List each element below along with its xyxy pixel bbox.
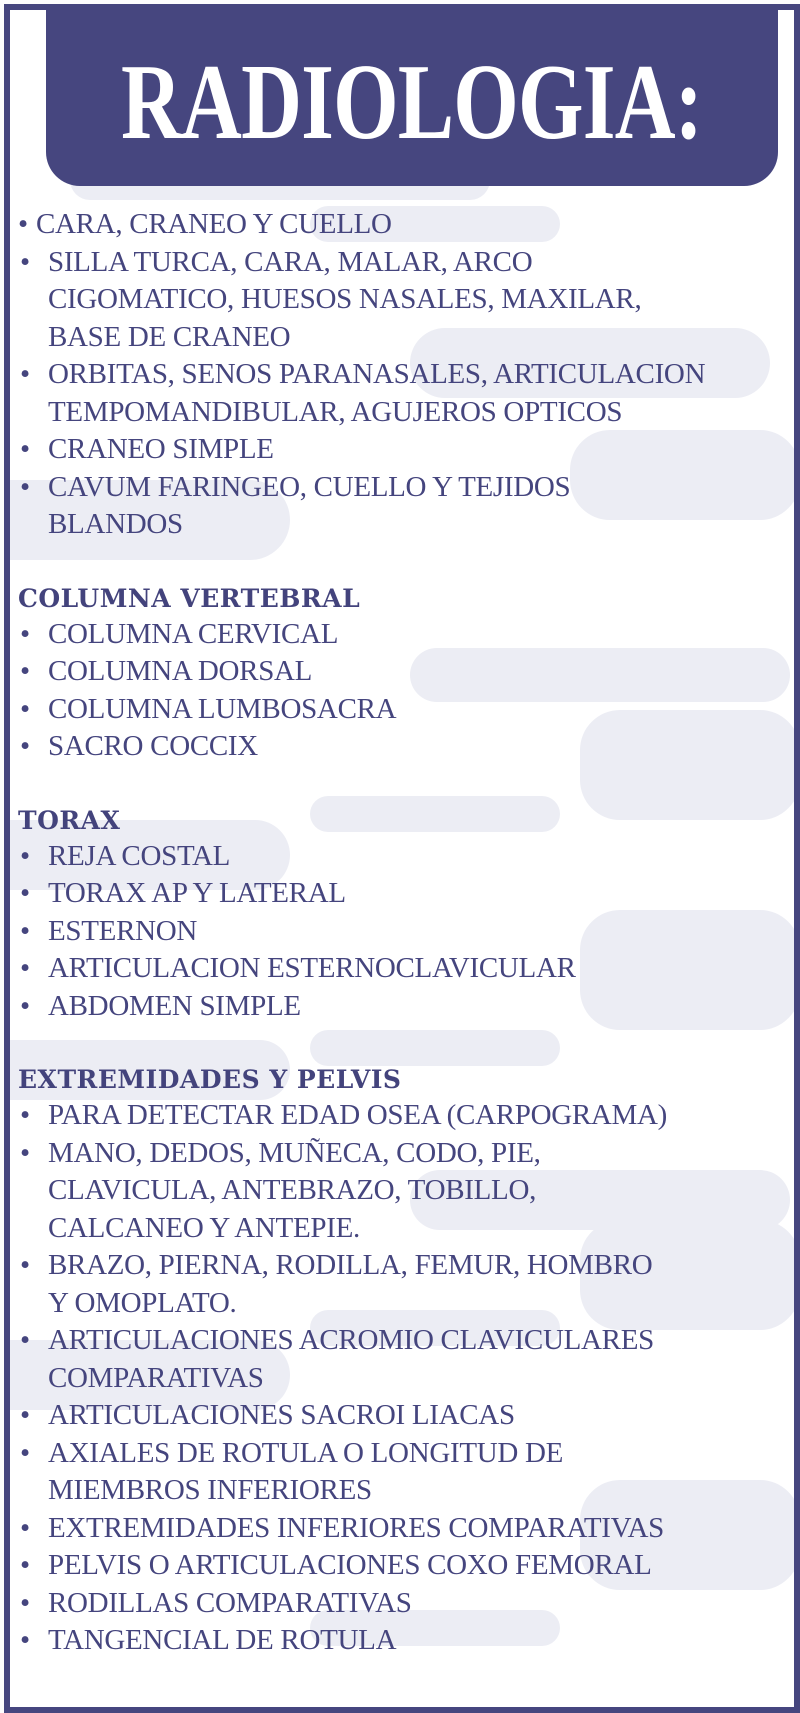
item-line: ARTICULACIONES ACROMIO CLAVICULARES	[48, 1324, 654, 1356]
item-line: TEMPOMANDIBULAR, AGUJEROS OPTICOS	[48, 395, 623, 428]
list-item	[18, 913, 788, 951]
list-item	[18, 1397, 788, 1435]
list-item	[18, 728, 788, 766]
bullet: •	[20, 989, 30, 1022]
bullet: •	[20, 692, 30, 725]
item-line: SILLA TURCA, CARA, MALAR, ARCO	[48, 245, 533, 278]
section-heading-torax: TORAX	[18, 805, 121, 835]
list-item	[18, 616, 788, 654]
list-item	[18, 875, 788, 913]
item-line: RODILLAS COMPARATIVAS	[48, 1586, 412, 1619]
item-line: MANO, DEDOS, MUÑECA, CODO, PIE,	[48, 1136, 541, 1169]
item-line: CRANEO SIMPLE	[48, 433, 274, 465]
list-item	[18, 469, 788, 544]
bullet: •	[20, 1511, 30, 1544]
bullet: •	[20, 1549, 30, 1581]
item-line: ABDOMEN SIMPLE	[48, 989, 301, 1022]
bullet: •	[20, 1249, 30, 1281]
page-title: RADIOLOGIA:	[121, 43, 703, 162]
item-line: CARA, CRANEO Y CUELLO	[36, 208, 392, 240]
list-torax	[18, 838, 788, 1026]
list-item	[18, 653, 788, 691]
list-item	[18, 1585, 788, 1623]
list-item	[18, 691, 788, 729]
bullet: •	[20, 1136, 30, 1169]
item-line: MIEMBROS INFERIORES	[48, 1474, 372, 1506]
bullet: •	[20, 914, 30, 947]
list-item	[18, 431, 788, 469]
bullet: •	[20, 358, 30, 390]
list-item	[18, 1435, 788, 1510]
item-line: EXTREMIDADES INFERIORES COMPARATIVAS	[48, 1511, 665, 1544]
item-line: COLUMNA DORSAL	[48, 655, 313, 687]
bullet: •	[20, 655, 30, 687]
bullet: •	[20, 1399, 30, 1431]
item-line: AXIALES DE ROTULA O LONGITUD DE	[48, 1436, 564, 1469]
list-item	[18, 244, 788, 357]
bullet: •	[20, 1099, 30, 1131]
list-item	[18, 988, 788, 1026]
item-line: SACRO COCCIX	[48, 730, 258, 762]
list-item	[18, 950, 788, 988]
content	[18, 206, 788, 1660]
list-item	[18, 1622, 788, 1660]
title-banner	[46, 4, 778, 186]
bullet: •	[20, 839, 30, 872]
item-line: CLAVICULA, ANTEBRAZO, TOBILLO,	[48, 1174, 537, 1206]
item-line: CAVUM FARINGEO, CUELLO Y TEJIDOS	[48, 470, 571, 503]
item-line: ESTERNON	[48, 914, 198, 947]
list-item	[18, 1097, 788, 1135]
item-line: PELVIS O ARTICULACIONES COXO FEMORAL	[48, 1549, 652, 1581]
item-line: COLUMNA CERVICAL	[48, 617, 339, 650]
list-item	[18, 1247, 788, 1322]
bullet: •	[20, 877, 30, 909]
item-line: Y OMOPLATO.	[48, 1286, 237, 1319]
item-line: REJA COSTAL	[48, 839, 231, 872]
bullet: •	[20, 1436, 30, 1469]
item-line: ARTICULACION ESTERNOCLAVICULAR	[48, 952, 576, 984]
list-extremidades	[18, 1097, 788, 1660]
bullet: •	[20, 433, 30, 465]
item-line: BRAZO, PIERNA, RODILLA, FEMUR, HOMBRO	[48, 1249, 653, 1281]
item-line: CIGOMATICO, HUESOS NASALES, MAXILAR,	[48, 283, 642, 315]
section-heading-columna: COLUMNA VERTEBRAL	[18, 583, 361, 613]
item-line: COLUMNA LUMBOSACRA	[48, 692, 397, 725]
list-item	[18, 1135, 788, 1248]
bullet: •	[20, 1324, 30, 1356]
item-line: ARTICULACIONES SACROI LIACAS	[48, 1399, 515, 1431]
list-cara-craneo	[18, 206, 788, 544]
bullet: •	[20, 730, 30, 762]
bullet: •	[20, 245, 30, 278]
item-line: CALCANEO Y ANTEPIE.	[48, 1211, 360, 1244]
bullet: •	[20, 470, 30, 503]
bullet: •	[20, 617, 30, 650]
item-line: BLANDOS	[48, 508, 183, 540]
bullet: •	[20, 1586, 30, 1619]
item-line: TANGENCIAL DE ROTULA	[48, 1624, 397, 1656]
item-line: BASE DE CRANEO	[48, 320, 291, 353]
list-item	[18, 356, 788, 431]
list-item	[18, 1322, 788, 1397]
list-item	[18, 1547, 788, 1585]
bullet: •	[20, 952, 30, 984]
list-item	[18, 206, 788, 244]
section-heading-extremidades: EXTREMIDADES Y PELVIS	[18, 1065, 402, 1094]
item-line: COMPARATIVAS	[48, 1361, 264, 1394]
list-columna	[18, 616, 788, 766]
item-line: TORAX AP Y LATERAL	[48, 877, 346, 909]
bullet: •	[20, 1624, 30, 1656]
list-item	[18, 1510, 788, 1548]
item-line: PARA DETECTAR EDAD OSEA (CARPOGRAMA)	[48, 1099, 668, 1131]
bullet: •	[18, 208, 28, 240]
item-line: ORBITAS, SENOS PARANASALES, ARTICULACION	[48, 358, 706, 390]
list-item	[18, 838, 788, 876]
